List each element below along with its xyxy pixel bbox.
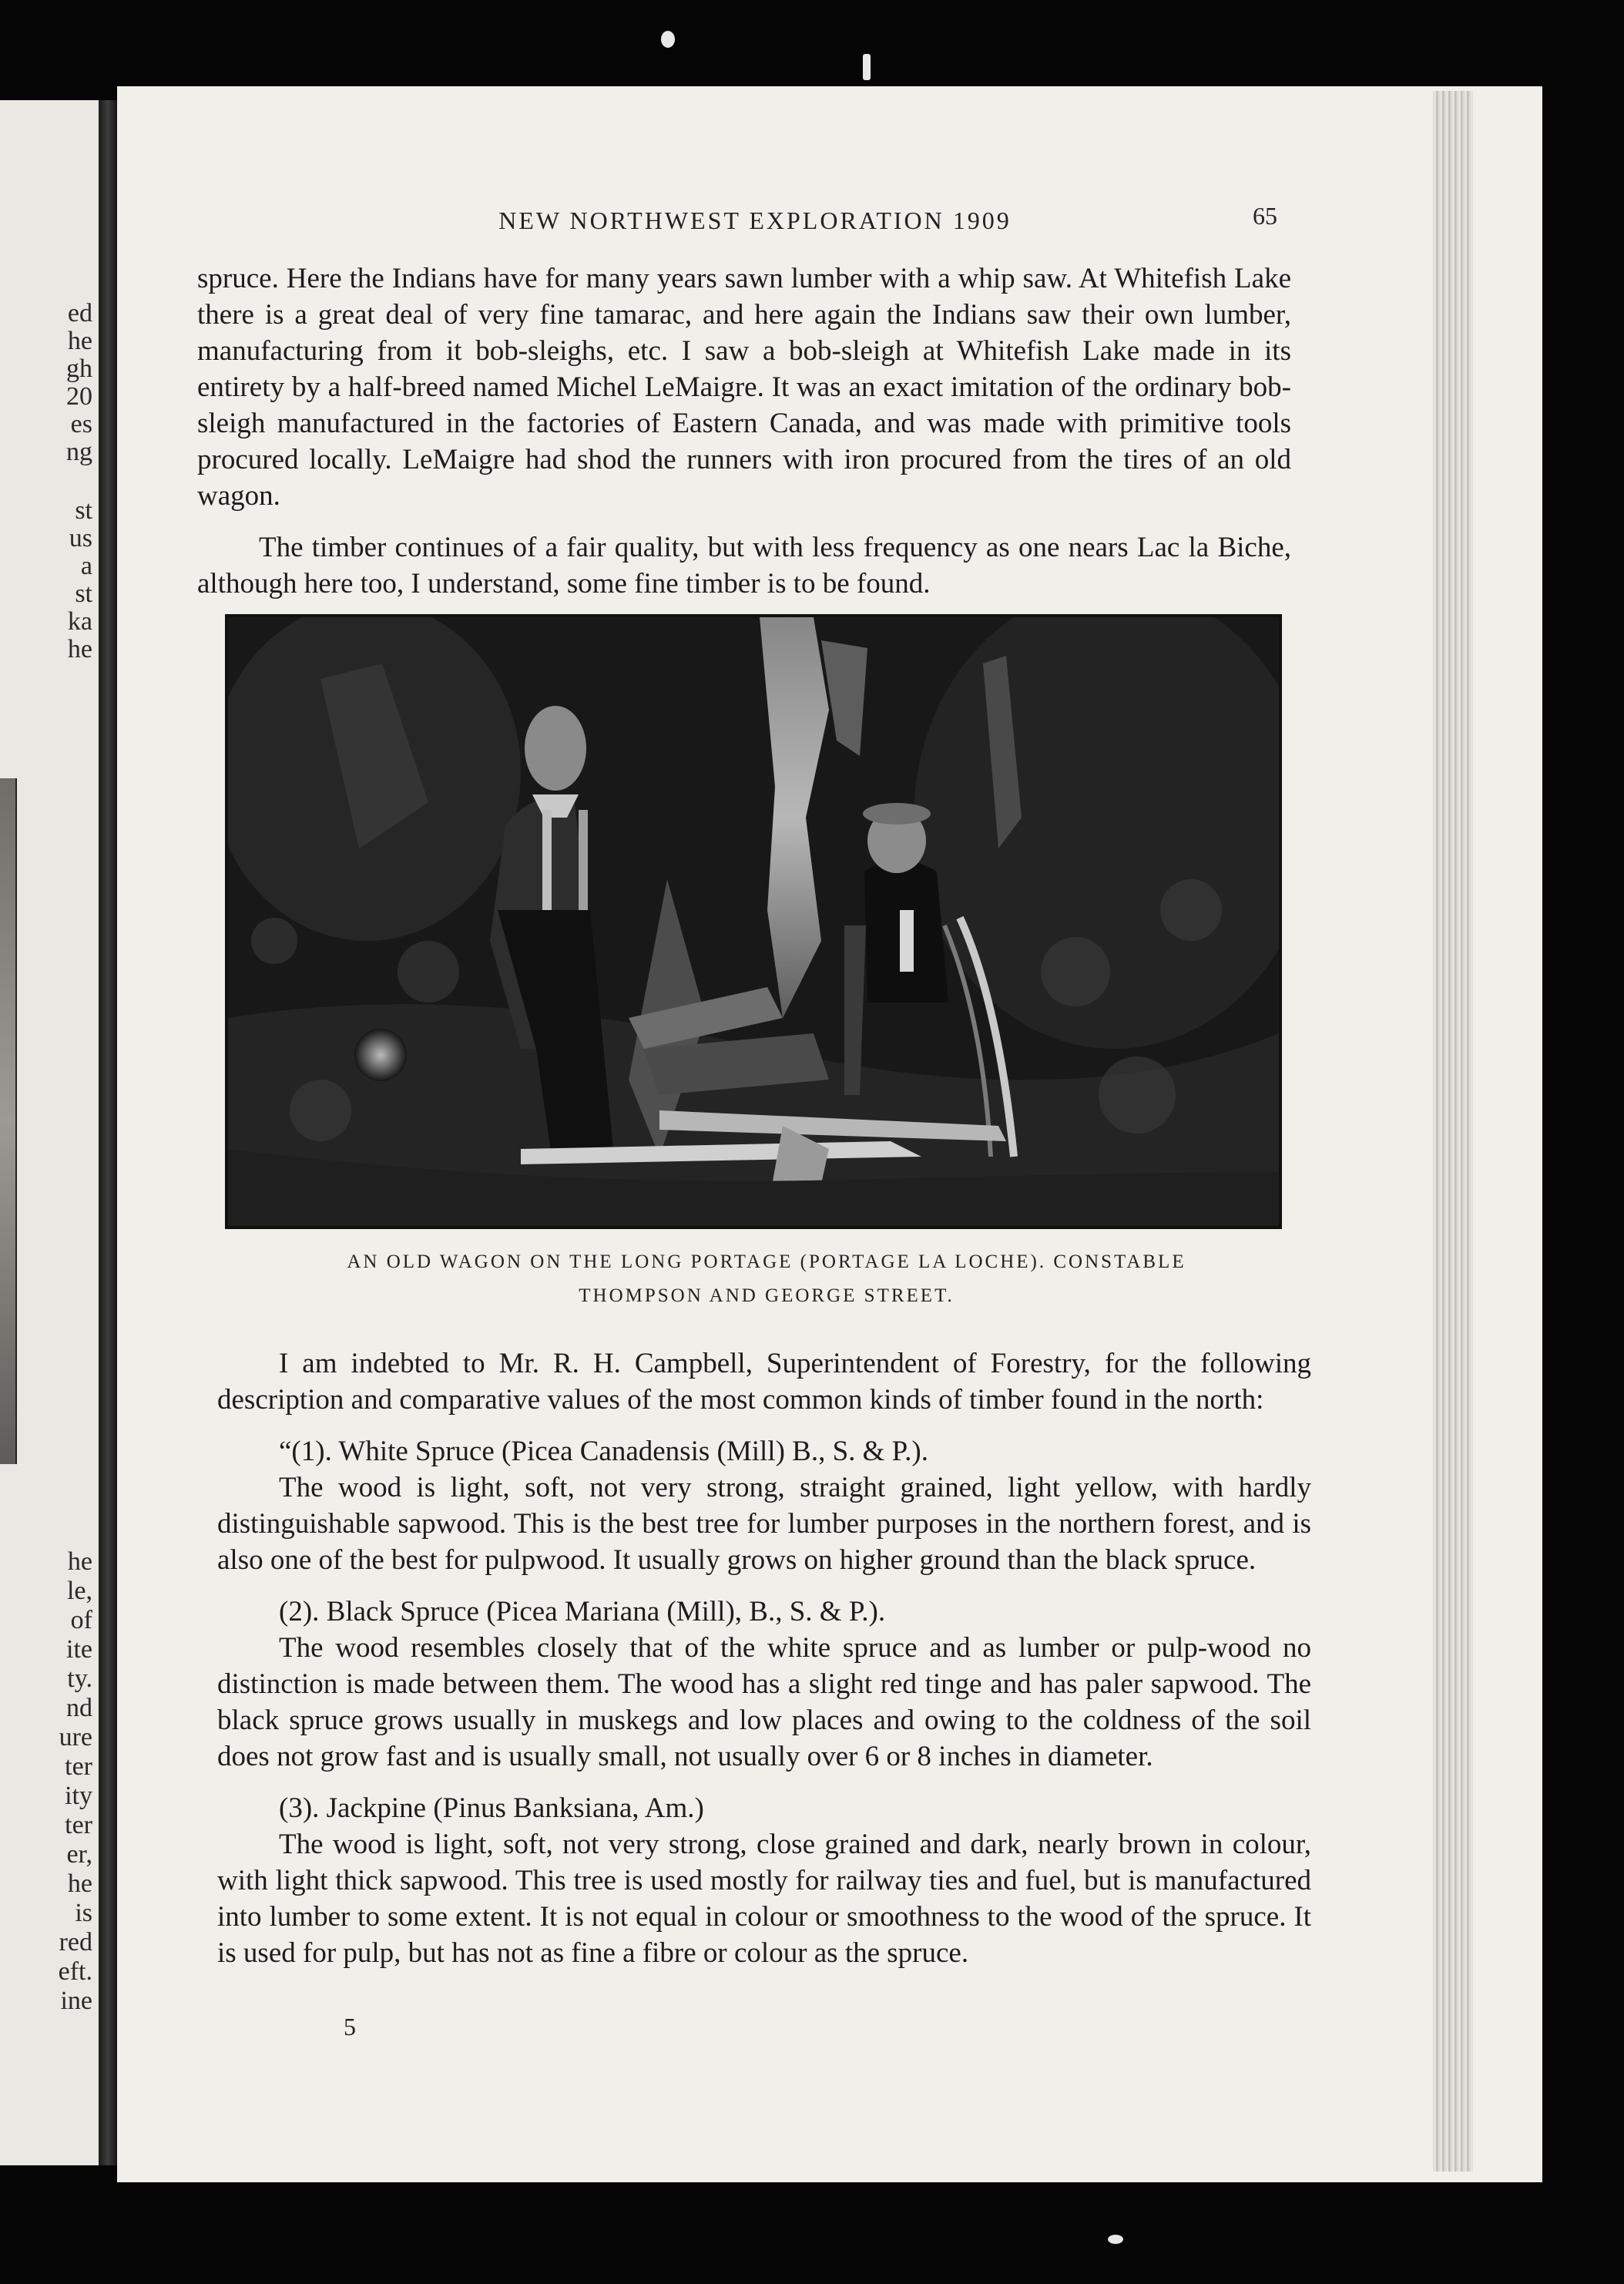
caption-line: THOMPSON AND GEORGE STREET. [579,1285,955,1306]
paragraph: I am indebted to Mr. R. H. Campbell, Superintendent of Forestry, for the following description and comparative values of the most common kinds of timber found in the north: [217,1348,1311,1416]
facing-page-fragment: ed [67,299,92,327]
facing-page-fragment: ity [65,1782,92,1810]
paragraph: The timber continues of a fair quality, but with less frequency as one nears Lac la Biche, although here too, I understand, some fine timber is to be found. [197,532,1291,600]
facing-page-fragment: ka [67,607,92,636]
facing-page-fragment: er, [66,1840,92,1869]
facing-page-fragment: us [69,524,92,553]
film-speck [1108,2235,1123,2244]
page-number: 65 [1253,202,1277,230]
paragraph: The wood is light, soft, not very strong, close grained and dark, nearly brown in colour, with light thick sapwood. This tree is used mostly for railway ties and fuel, but is manufactured into lumber to some extent. It is not equal in colour or smoothness to the wood of the spruce. It is used for pulp, but has not as fine a fibre or colour as the spruce. [217,1829,1311,1969]
facing-page-fragment: ty. [67,1664,92,1693]
facing-page-fragment: es [70,410,92,438]
facing-page-fragment: ter [65,1752,92,1781]
facing-page-fragment: ter [65,1811,92,1839]
book-gutter [99,100,117,2165]
facing-page-fragment: he [67,327,92,355]
facing-page-fragment: a [80,552,92,580]
facing-page-fragment: st [75,496,92,525]
page-stack-edges [1433,91,1473,2171]
facing-page-fragment: red [59,1928,92,1957]
facing-page-fragment: 20 [66,382,92,411]
paragraph: The wood is light, soft, not very strong, straight grained, light yellow, with hardly distinguishable sapwood. This is the best tree for lumber purposes in the northern forest, and is also one of the best for pulpwood. It usually grows on higher ground than the black spruce. [217,1472,1311,1576]
facing-page-fragment: he [67,1547,92,1576]
facing-page-fragment: gh [66,354,92,383]
paragraph: The wood resembles closely that of the white spruce and as lumber or pulp-wood no distinction is made between them. The wood has a slight red tinge and has paler sapwood. The black spruce grows usually in muskegs and low places and owing to the coldness of the soil does not grow fast and is usually small, not usually over 6 or 8 inches in diameter. [217,1632,1311,1772]
facing-page-fragment: ng [66,438,92,466]
species-heading: “(1). White Spruce (Picea Canadensis (Mill) B., S. & P.). [279,1436,928,1467]
facing-page-fragment: he [67,1869,92,1898]
facing-page-fragment: of [70,1606,92,1634]
caption-line: AN OLD WAGON ON THE LONG PORTAGE (PORTAGE LA LOCHE). CONSTABLE [347,1251,1186,1272]
paragraph: spruce. Here the Indians have for many years sawn lumber with a whip saw. At Whitefish Lake there is a great deal of very fine tamarac, and here again the Indians saw their own lumber, manufacturing from it bob-sleighs, etc. I saw a bob-sleigh at Whitefish Lake made in its entirety by a half-breed named Michel LeMaigre. It was an exact imitation of the ordinary bob-sleigh manufactured in the factories of Eastern Canada, and was made with primitive tools procured locally. LeMaigre had shod the runners with iron procured from the tires of an old wagon. [197,263,1291,512]
facing-page-fragment: le, [66,1577,92,1605]
facing-page-fragment: ine [60,1987,92,2015]
facing-page-fragment: st [75,579,92,608]
species-heading: (3). Jackpine (Pinus Banksiana, Am.) [279,1792,704,1824]
figure-caption [231,1245,1302,1313]
film-speck [661,31,675,48]
running-title: NEW NORTHWEST EXPLORATION 1909 [498,207,1012,234]
facing-page-edge [0,100,99,2165]
timber-descriptions [217,1345,1311,1971]
facing-page-fragment: eft. [58,1957,92,1986]
species-heading: (2). Black Spruce (Picea Mariana (Mill), B., S. & P.). [279,1596,886,1627]
facing-page-fragment: is [75,1899,92,1927]
facing-page-photo-edge [0,778,17,1464]
facing-page-fragment: ure [59,1723,92,1752]
wagon-photograph [225,614,1282,1229]
film-speck [863,54,871,80]
facing-page-fragment: ite [66,1635,92,1664]
intro-text [197,260,1291,602]
facing-page-fragment: nd [66,1694,92,1722]
signature-mark: 5 [344,2013,356,2040]
facing-page-fragment: he [67,635,92,663]
